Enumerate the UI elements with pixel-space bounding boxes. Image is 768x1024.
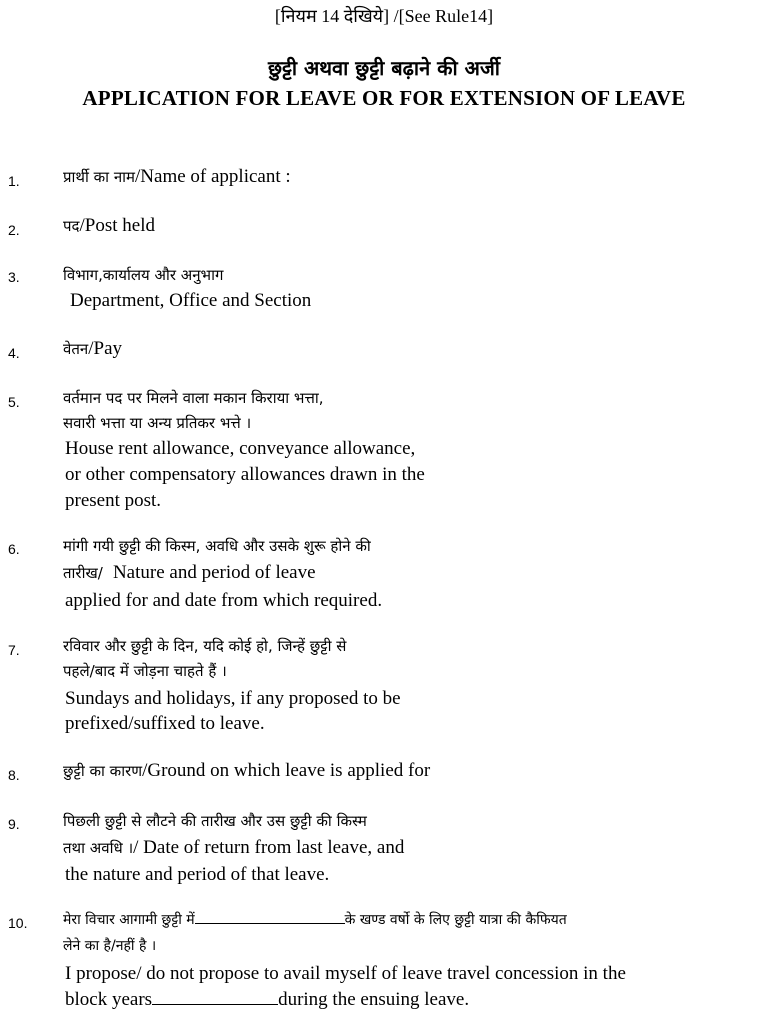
item-5-hindi-line1: वर्तमान पद पर मिलने वाला मकान किराया भत्ता, — [63, 389, 324, 407]
item-8-number: 8. — [8, 767, 20, 783]
item-5-english-line3: present post. — [65, 490, 162, 511]
item-10-blank-1 — [195, 923, 345, 924]
item-10-english-line2a: block years — [65, 989, 153, 1010]
item-9-hindi-line1: पिछली छुट्टी से लौटने की तारीख और उस छुट्टी की किस्म — [63, 812, 367, 830]
item-6-hindi-line2: तारीख/ — [63, 564, 103, 582]
item-10-hindi-line2: लेने का है/नहीं है । — [63, 938, 157, 954]
item-1-number: 1. — [8, 173, 20, 189]
item-5-hindi-line2: सवारी भत्ता या अन्य प्रतिकर भत्ते । — [63, 414, 252, 432]
item-2-english: /Post held — [79, 215, 155, 236]
item-6-hindi-line1: मांगी गयी छुट्टी की किस्म, अवधि और उसके शुरू होने की — [63, 537, 371, 555]
item-9-number: 9. — [8, 816, 20, 832]
item-3-number: 3. — [8, 269, 20, 285]
item-3-english: Department, Office and Section — [70, 290, 312, 311]
item-2-label — [63, 215, 155, 237]
item-4-hindi: वेतन — [63, 340, 89, 358]
item-7-hindi-line1: रविवार और छुट्टी के दिन, यदि कोई हो, जिन्हें छुट्टी से — [63, 637, 347, 655]
item-5-english-line2: or other compensatory allowances drawn in the — [65, 464, 425, 485]
title-hindi: छुट्टी अथवा छुट्टी बढ़ाने की अर्जी — [268, 56, 500, 80]
item-8-hindi: छुट्टी का कारण — [63, 762, 143, 780]
item-10-english-line2 — [65, 989, 469, 1011]
item-9-english-line2: the nature and period of that leave. — [65, 864, 330, 885]
item-7-hindi-line2: पहले/बाद में जोड़ना चाहते हैं । — [63, 662, 227, 680]
item-6-english-line2: applied for and date from which required. — [65, 590, 383, 611]
item-10-hindi-line1b: के खण्ड वर्षो के लिए छुट्टी यात्रा की कैफियत — [344, 912, 567, 928]
item-10-number: 10. — [8, 915, 28, 931]
item-7-number: 7. — [8, 642, 20, 658]
item-9-line2 — [63, 837, 404, 859]
item-5-english-line1: House rent allowance, conveyance allowance, — [65, 438, 416, 459]
title-english: APPLICATION FOR LEAVE OR FOR EXTENSION OF LEAVE — [82, 86, 686, 110]
item-10-english-line2b: during the ensuing leave. — [278, 989, 470, 1010]
item-9-hindi-line2: तथा अवधि । — [63, 839, 134, 857]
item-9-english-line1: / Date of return from last leave, and — [133, 837, 405, 858]
item-1-hindi: प्रार्थी का नाम — [63, 168, 136, 186]
item-7-english-line2: prefixed/suffixed to leave. — [65, 713, 265, 734]
item-6-line2 — [63, 562, 316, 584]
item-2-number: 2. — [8, 222, 20, 238]
item-1-label — [63, 166, 291, 188]
item-4-english: /Pay — [88, 338, 122, 359]
item-10-english-line1: I propose/ do not propose to avail myself of leave travel concession in the — [65, 963, 626, 984]
item-1-english: /Name of applicant : — [135, 166, 291, 187]
item-4-number: 4. — [8, 345, 20, 361]
item-6-number: 6. — [8, 541, 20, 557]
rule-reference: [नियम 14 देखिये] /[See Rule14] — [274, 6, 494, 26]
item-4-label — [63, 338, 122, 360]
item-10-hindi-line1 — [63, 910, 567, 929]
item-3-hindi: विभाग,कार्यालय और अनुभाग — [63, 266, 224, 284]
item-10-blank-2 — [152, 1004, 278, 1005]
item-8-english: /Ground on which leave is applied for — [142, 760, 431, 781]
item-8-label — [63, 760, 430, 782]
item-7-english-line1: Sundays and holidays, if any proposed to be — [65, 688, 401, 709]
item-2-hindi: पद — [63, 217, 80, 235]
item-10-hindi-line1a: मेरा विचार आगामी छुट्टी में — [63, 912, 195, 928]
item-6-english-line1: Nature and period of leave — [112, 562, 316, 583]
item-5-number: 5. — [8, 394, 20, 410]
